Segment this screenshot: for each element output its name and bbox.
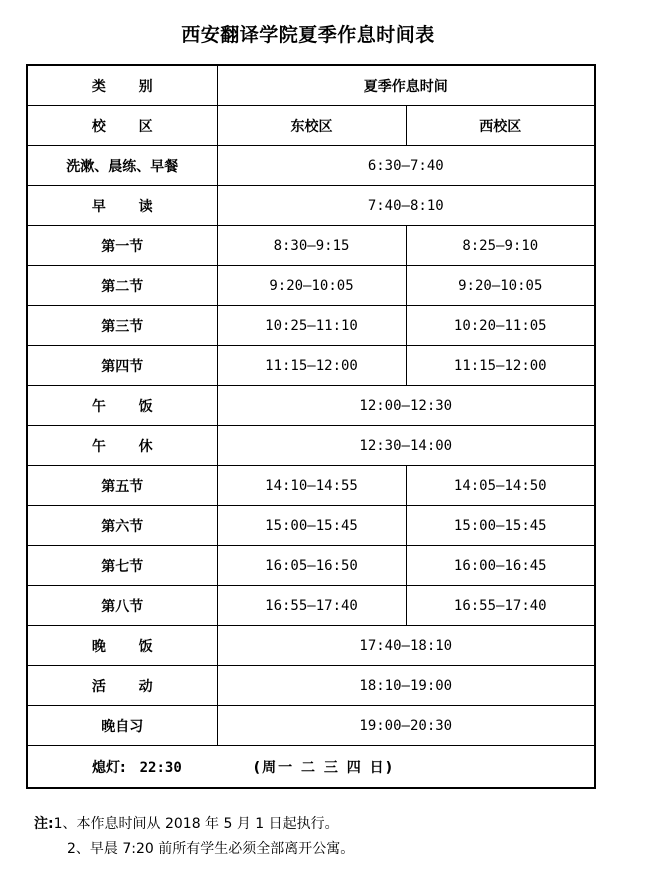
lights-out-row (27, 746, 595, 789)
west-time: 16:55—17:40 (406, 586, 595, 626)
shared-time: 7:40—8:10 (217, 186, 595, 226)
west-time: 16:00—16:45 (406, 546, 595, 586)
lights-out-time: 22:30 (139, 759, 182, 776)
row-label: 晚自习 (27, 706, 217, 746)
west-campus-header: 西校区 (406, 106, 595, 146)
east-time: 11:15—12:00 (217, 346, 406, 386)
shared-time: 6:30—7:40 (217, 146, 595, 186)
shared-time: 19:00—20:30 (217, 706, 595, 746)
table-row (27, 466, 595, 506)
west-time: 8:25—9:10 (406, 226, 595, 266)
row-label: 第四节 (27, 346, 217, 386)
table-row (27, 666, 595, 706)
row-label: 洗漱、晨练、早餐 (27, 146, 217, 186)
row-label: 第八节 (27, 586, 217, 626)
table-row (27, 386, 595, 426)
row-label: 晚 饭 (27, 626, 217, 666)
lights-out-days: (周一 二 三 四 日) (253, 759, 395, 776)
table-row (27, 186, 595, 226)
shared-time: 17:40—18:10 (217, 626, 595, 666)
row-label: 第六节 (27, 506, 217, 546)
shared-time: 12:30—14:00 (217, 426, 595, 466)
row-label: 第五节 (27, 466, 217, 506)
table-row (27, 306, 595, 346)
row-label: 活 动 (27, 666, 217, 706)
campus-header-row (27, 106, 595, 146)
category-header: 类 别 (27, 65, 217, 106)
table-row (27, 146, 595, 186)
summary-header: 夏季作息时间 (217, 65, 595, 106)
west-time: 14:05—14:50 (406, 466, 595, 506)
east-campus-header: 东校区 (217, 106, 406, 146)
page-title: 西安翻译学院夏季作息时间表 (181, 24, 435, 46)
west-time: 15:00—15:45 (406, 506, 595, 546)
east-time: 10:25—11:10 (217, 306, 406, 346)
east-time: 14:10—14:55 (217, 466, 406, 506)
west-time: 11:15—12:00 (406, 346, 595, 386)
east-time: 15:00—15:45 (217, 506, 406, 546)
table-row (27, 266, 595, 306)
note-line-2 (34, 837, 354, 862)
shared-time: 18:10—19:00 (217, 666, 595, 706)
table-row (27, 506, 595, 546)
table-row (27, 706, 595, 746)
shared-time: 12:00—12:30 (217, 386, 595, 426)
table-row (27, 426, 595, 466)
note-line-1 (34, 812, 354, 837)
lights-out-cell (27, 746, 595, 789)
table-row (27, 546, 595, 586)
east-time: 8:30—9:15 (217, 226, 406, 266)
table-header-row (27, 65, 595, 106)
table-row (27, 226, 595, 266)
east-time: 16:55—17:40 (217, 586, 406, 626)
lights-out-label: 熄灯: (92, 759, 126, 776)
row-label: 早 读 (27, 186, 217, 226)
table-row (27, 586, 595, 626)
row-label: 午 休 (27, 426, 217, 466)
east-time: 16:05—16:50 (217, 546, 406, 586)
row-label: 第二节 (27, 266, 217, 306)
row-label: 第七节 (27, 546, 217, 586)
row-label: 第三节 (27, 306, 217, 346)
row-label: 午 饭 (27, 386, 217, 426)
notes-section (34, 812, 354, 862)
west-time: 10:20—11:05 (406, 306, 595, 346)
note-text-1: 1、本作息时间从 2018 年 5 月 1 日起执行。 (53, 816, 339, 832)
notes-prefix: 注: (34, 816, 54, 832)
east-time: 9:20—10:05 (217, 266, 406, 306)
note-text-2: 2、早晨 7:20 前所有学生必须全部离开公寓。 (67, 841, 355, 857)
row-label: 第一节 (27, 226, 217, 266)
campus-header: 校 区 (27, 106, 217, 146)
west-time: 9:20—10:05 (406, 266, 595, 306)
schedule-table (26, 64, 596, 789)
table-row (27, 626, 595, 666)
table-row (27, 346, 595, 386)
